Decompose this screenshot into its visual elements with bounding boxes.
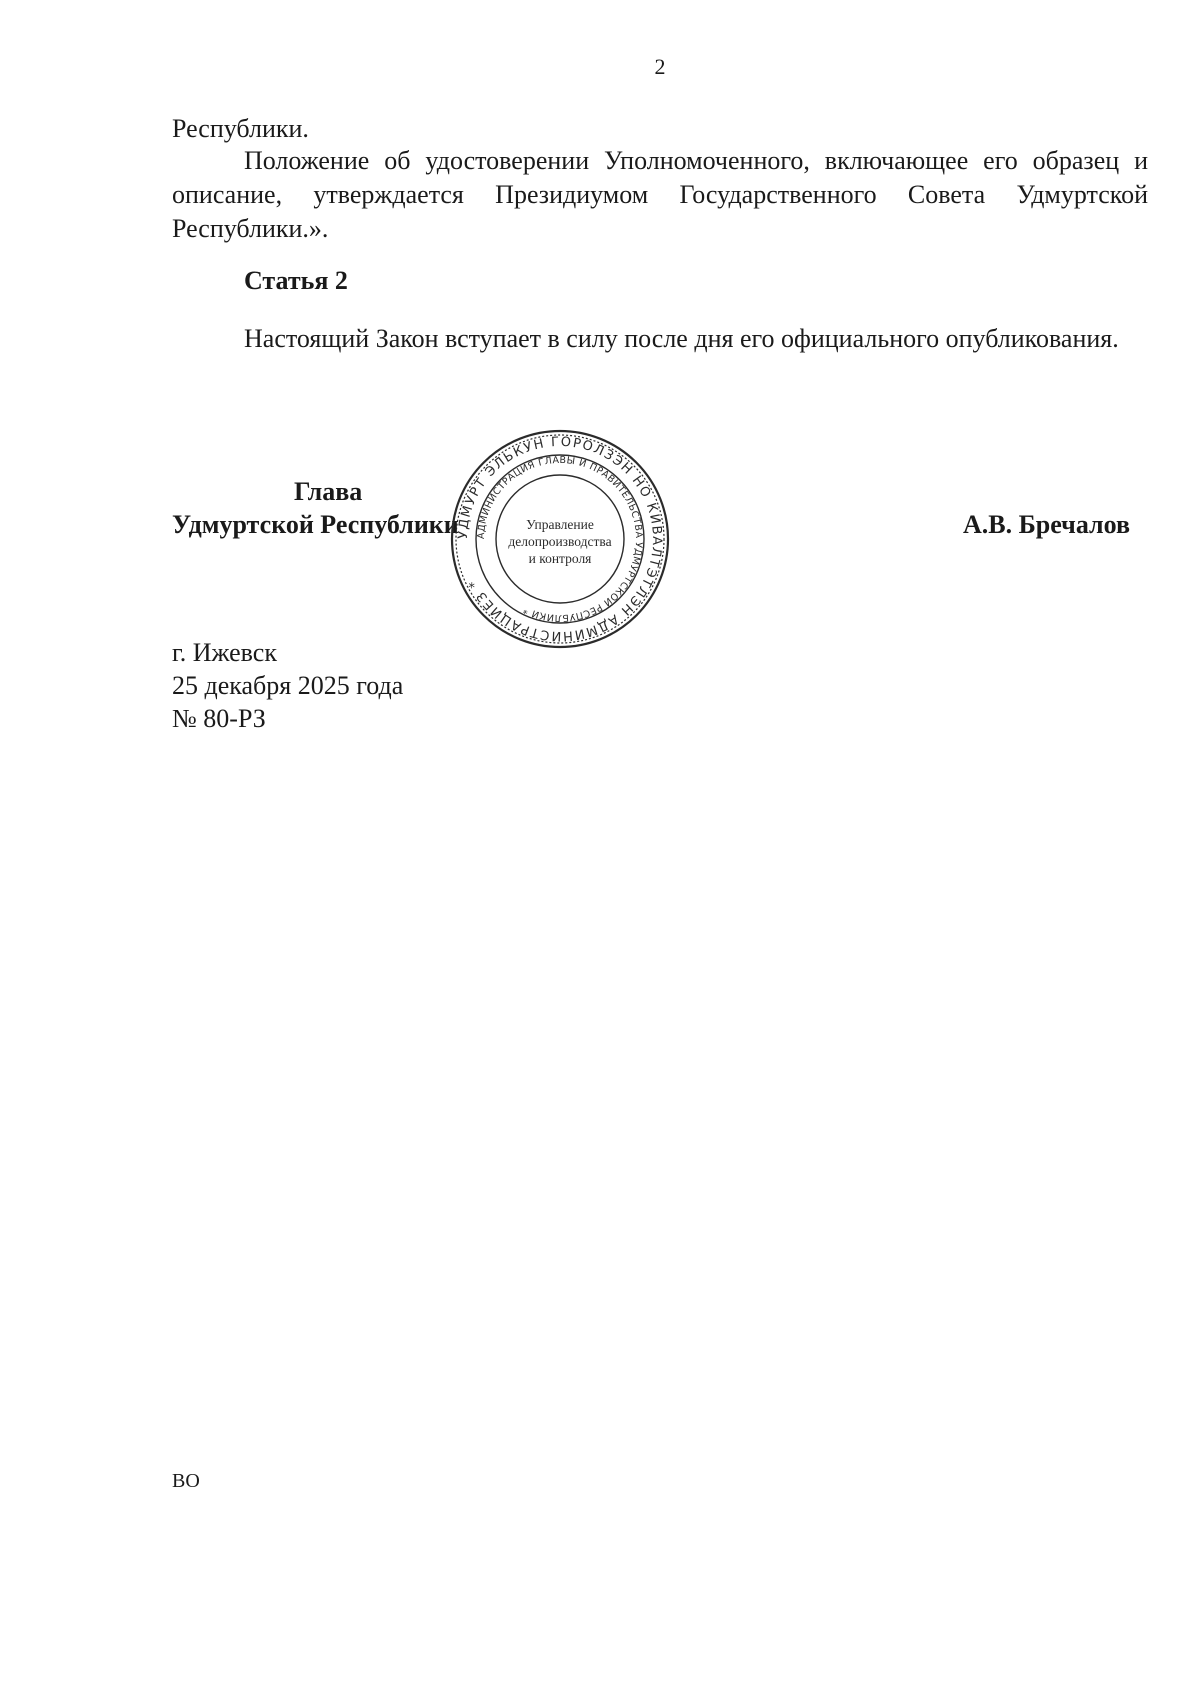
- law-number: № 80-РЗ: [172, 704, 266, 733]
- seal-center-line3: и контроля: [528, 551, 592, 566]
- place-date-number-block: [172, 636, 403, 735]
- paragraph-entry-into-force: [172, 322, 1148, 356]
- seal-center-line2: делопроизводства: [508, 534, 612, 549]
- signatory-name: А.В. Бречалов: [963, 510, 1131, 539]
- seal-inner-text: АДМИНИСТРАЦИЯ ГЛАВЫ И ПРАВИТЕЛЬСТВА УДМУРТСКОЙ РЕСПУБЛИКИ *: [475, 454, 645, 624]
- paragraph-text: Настоящий Закон вступает в силу после дня его официального опубликования.: [244, 324, 1119, 353]
- official-seal: [448, 427, 672, 651]
- signatory-title-line2: Удмуртской Республики: [172, 510, 459, 539]
- seal-center-line1: Управление: [526, 517, 594, 532]
- paragraph-certificate: [172, 144, 1148, 246]
- seal-outer-text: УДМУРТ ЭЛЬКУН ГОРОЛЗЭН НО КИВАЛТЭТЛЭН АДМИНИСТРАЦИЕЗ *: [455, 434, 665, 644]
- city: г. Ижевск: [172, 638, 277, 667]
- paragraph-text: Республики.: [172, 114, 309, 143]
- signing-date: 25 декабря 2025 года: [172, 671, 404, 700]
- page-number: 2: [654, 54, 666, 79]
- paragraph-text: Положение об удостоверении Уполномоченного, включающее его образец и описание, утверждается Президиумом Государственного Совета Удмуртской Республики.».: [172, 146, 1148, 243]
- paragraph-continuation: [172, 112, 1148, 146]
- footer-initials: ВО: [172, 1470, 200, 1492]
- article-heading: Статья 2: [244, 266, 348, 295]
- signatory-title-line1: Глава: [294, 477, 363, 506]
- seal-graphic: [448, 427, 672, 651]
